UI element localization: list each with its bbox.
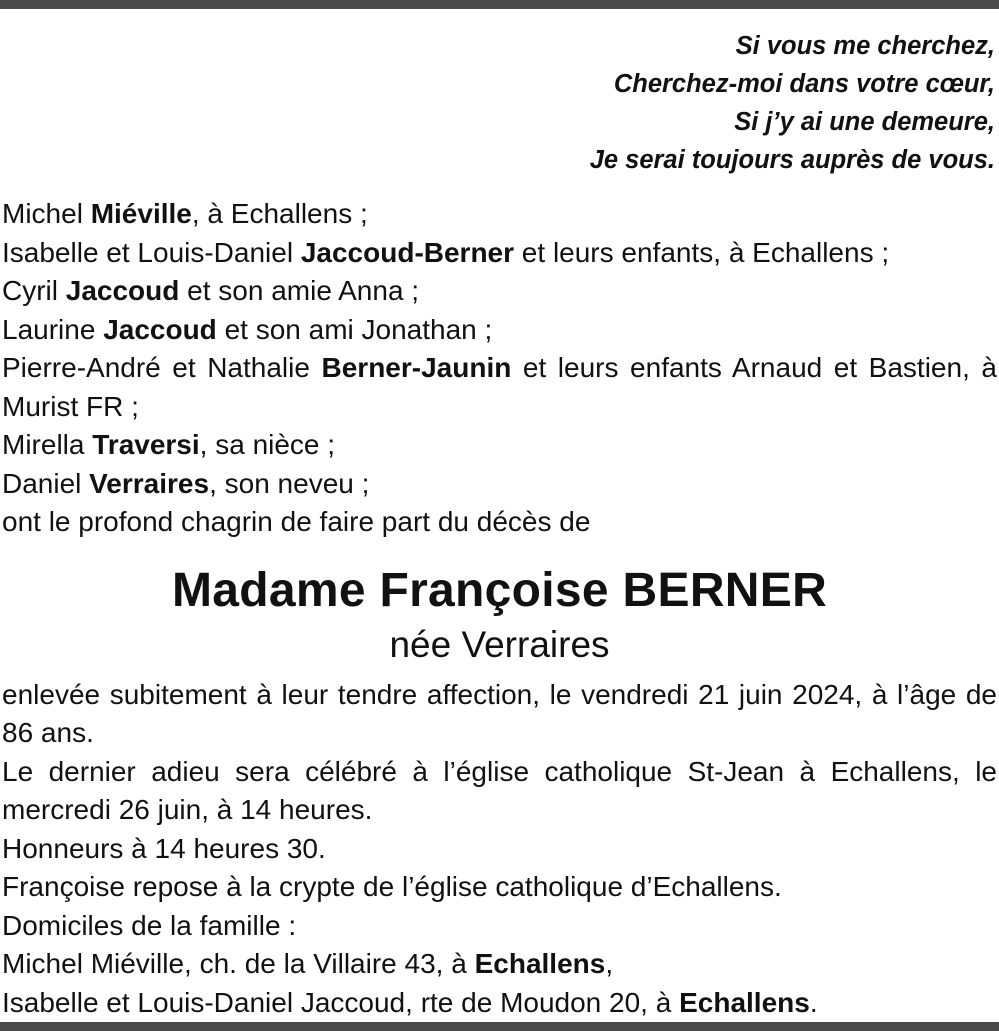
family-line-pre: Pierre-André et Nathalie [2, 352, 322, 383]
family-line-pre: Isabelle et Louis-Daniel [2, 236, 301, 268]
family-line-post: et leurs enfants Arnaud et Bastien, à Murist FR ; [2, 352, 997, 422]
detail-line: Françoise repose à la crypte de l’église catholique d’Echallens. [2, 871, 782, 902]
detail-line: Honneurs à 14 heures 30. [2, 832, 326, 864]
top-rule [0, 0, 999, 9]
notice-body [0, 9, 999, 1022]
address-city: Echallens [679, 986, 810, 1018]
family-line-post: et son amie Anna ; [179, 275, 420, 306]
family-line-pre: Laurine [2, 313, 104, 345]
bottom-rule [0, 1022, 999, 1031]
address-pre: Michel Miéville, ch. de la Villaire 43, à [2, 948, 475, 979]
family-line-name: Jaccoud [103, 313, 217, 345]
family-line-pre: Michel [2, 198, 91, 229]
family-line-name: Verraires [89, 467, 210, 499]
poem-line-3: Si j’y ai une demeure, [734, 108, 995, 136]
detail-line: Domiciles de la famille : [2, 909, 297, 941]
address-post: . [809, 986, 818, 1018]
family-line-pre: Mirella [2, 429, 93, 460]
family-line [2, 272, 997, 311]
poem-line-1: Si vous me cherchez, [735, 32, 995, 60]
address-pre: Isabelle et Louis-Daniel Jaccoud, rte de Moudon 20, à [2, 986, 680, 1018]
address-line [2, 984, 997, 1023]
family-line-post: et leurs enfants, à Echallens ; [514, 236, 890, 268]
deceased-name: Madame Françoise BERNER [171, 563, 828, 617]
family-list [2, 195, 997, 542]
poem-line-4: Je serai toujours auprès de vous. [589, 146, 995, 174]
family-line-name: Jaccoud [65, 275, 180, 306]
family-line-post: , son neveu ; [209, 467, 370, 499]
poem-block [2, 27, 995, 179]
family-line-post: , sa nièce ; [199, 429, 336, 460]
family-line [2, 234, 997, 273]
family-line-pre: Daniel [2, 467, 90, 499]
family-line-name: Berner-Jaunin [321, 352, 512, 383]
family-line [2, 195, 997, 234]
family-line [2, 426, 997, 465]
family-line [2, 311, 997, 350]
address-city: Echallens [474, 948, 606, 979]
family-line-name: Jaccoud-Berner [300, 236, 515, 268]
family-line-name: Miéville [90, 198, 192, 229]
family-line [2, 465, 997, 504]
address-line [2, 945, 997, 984]
family-line-post: , à Echallens ; [191, 198, 368, 229]
detail-line: enlevée subitement à leur tendre affection, le vendredi 21 juin 2024, à l’âge de 86 ans. [2, 678, 997, 748]
family-line-post: et son ami Jonathan ; [216, 313, 493, 345]
family-line [2, 349, 997, 426]
details-block [2, 676, 997, 1023]
family-line-name: Traversi [92, 429, 200, 460]
address-post: , [605, 948, 614, 979]
poem-line-2: Cherchez-moi dans votre cœur, [613, 70, 995, 98]
family-line-pre: Cyril [2, 275, 66, 306]
announcement-line: ont le profond chagrin de faire part du décès de [2, 506, 591, 537]
detail-line: Le dernier adieu sera célébré à l’église catholique St-Jean à Echallens, le mercredi 26 juin, à 14 heures. [2, 755, 997, 825]
deceased-maiden-name: née Verraires [389, 623, 610, 665]
